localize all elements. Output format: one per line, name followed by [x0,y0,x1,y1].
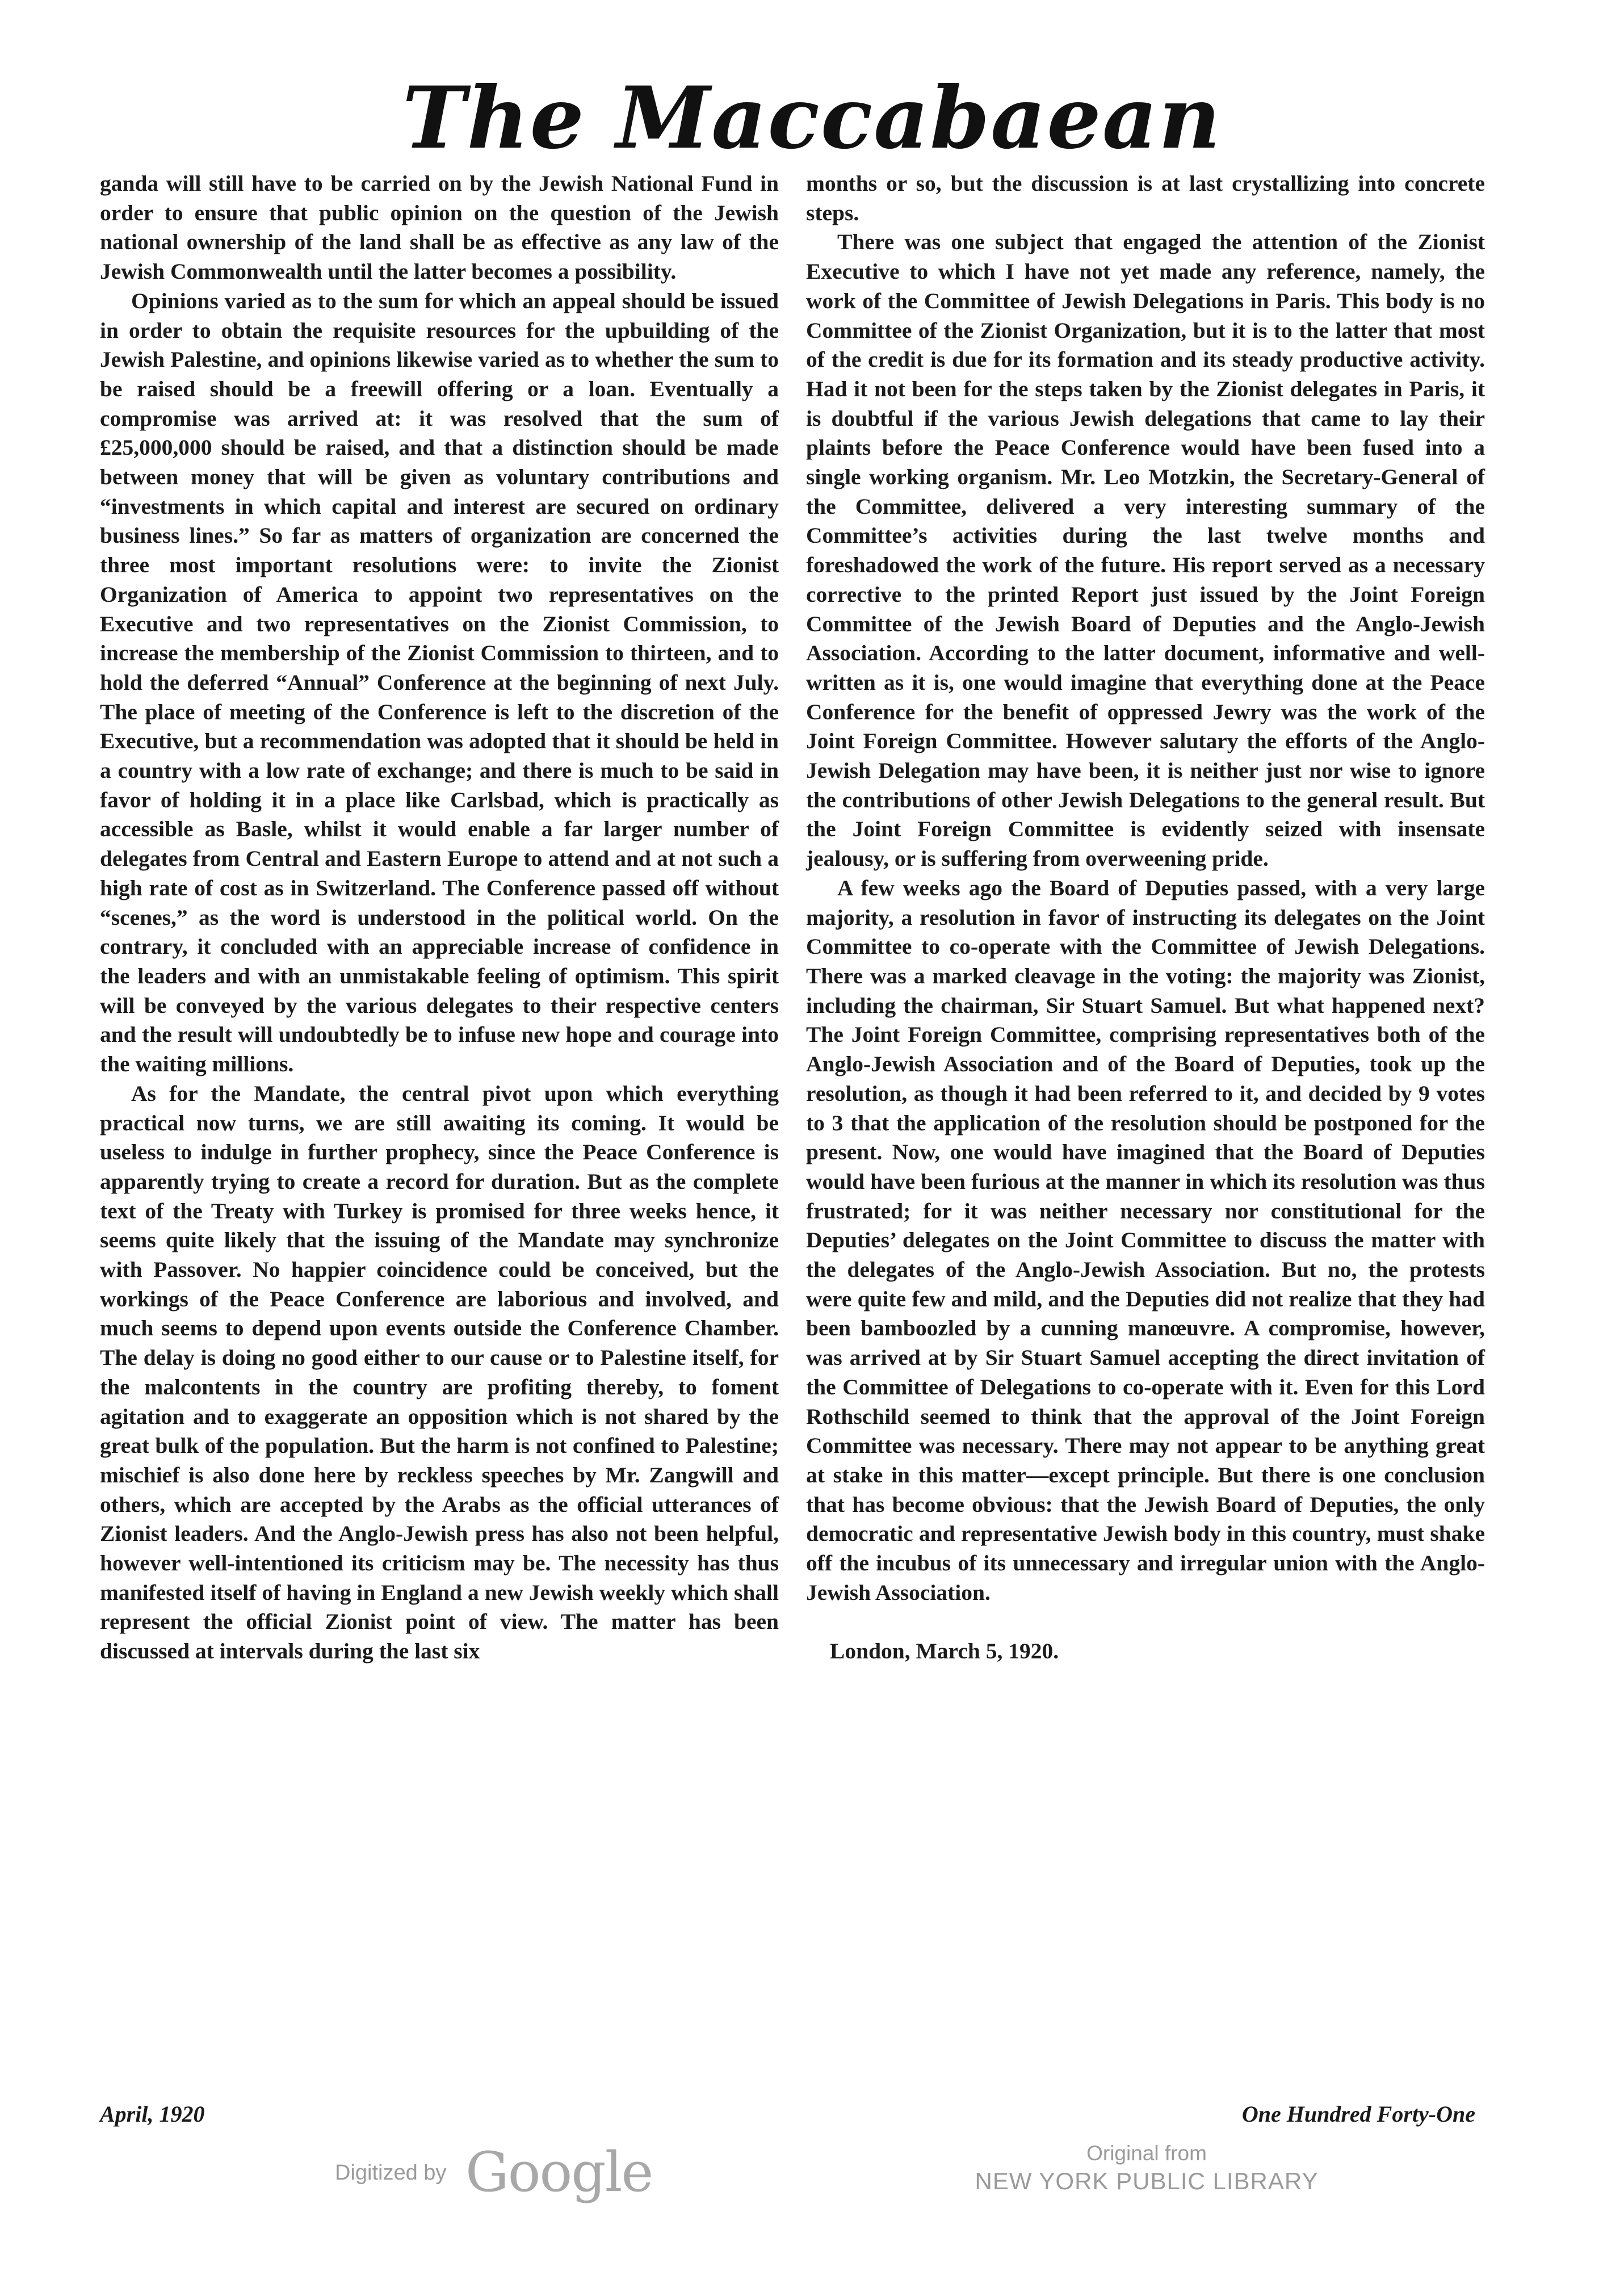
paragraph: As for the Mandate, the central pivot upon which everything practical now turns, we are still awaiting its coming. It would be useless to indulge in further prophecy, since the Peace Conference is apparently trying to create a record for duration. But as the complete text of the Treaty with Turkey is promised for three weeks hence, it seems quite likely that the issuing of the Mandate may synchronize with Passover. No happier coincidence could be conceived, but the workings of the Peace Conference are laborious and involved, and much seems to depend upon events outside the Conference Chamber. The delay is doing no good either to our cause or to Palestine itself, for the malcontents in the country are profiting thereby, to foment agitation and to exaggerate an opposition which is not shared by the great bulk of the population. But the harm is not confined to Palestine; mischief is also done here by reckless speeches by Mr. Zangwill and others, which are accepted by the Arabs as the official utterances of Zionist leaders. And the Anglo-Jewish press has also not been helpful, however well-intentioned its criticism may be. The necessity has thus manifested itself of having in England a new Jewish weekly which shall represent the official Zionist point of view. The matter has been discussed at intervals during the last six [100,1080,779,1664]
dateline: London, March 5, 1920. [830,1639,1059,1664]
digitized-by-label: Digitized by [335,2161,447,2185]
paragraph: There was one subject that engaged the attention of the Zionist Executive to which I have not yet made any reference, namely, the work of the Committee of Jewish Delegations in Paris. This body is no Committee of the Zionist Organization, but it is to the latter that most of the credit is due for its formation and its steady productive activity. Had it not been for the steps taken by the Zionist delegates in Paris, it is doubtful if the various Jewish delegations that came to lay their plaints before the Peace Conference would have been fused into a single working organism. Mr. Leo Motzkin, the Secretary-General of the Committee, delivered a very interesting summary of the Committee’s activities during the last twelve months and foreshadowed the work of the future. His report served as a necessary corrective to the printed Report just issued by the Joint Foreign Committee of the Jewish Board of Deputies and the Anglo-Jewish Association. According to the latter document, informative and well-written as it is, one would imagine that everything done at the Peace Conference for the benefit of oppressed Jewry was the work of the Joint Foreign Committee. However salutary the efforts of the Anglo-Jewish Delegation may have been, it is neither just nor wise to ignore the contributions of other Jewish Delegations to the general result. But the Joint Foreign Committee is evidently seized with insensate jealousy, or is suffering from overweening pride. [806,229,1485,871]
masthead-title: The Maccabaean [402,68,1222,168]
paragraph: months or so, but the discussion is at last crystallizing into concrete steps. [806,171,1485,225]
paragraph: Opinions varied as to the sum for which an appeal should be issued in order to obtain the requisite resources for the upbuilding of the Jewish Palestine, and opinions likewise varied as to whether the sum to be raised should be a freewill offering or a loan. Eventually a compromise was arrived at: it was resolved that the sum of £25,000,000 should be raised, and that a distinction should be made between money that will be given as voluntary contributions and “investments in which capital and interest are secured on ordinary business lines.” So far as matters of organization are concerned the three most important resolutions were: to invite the Zionist Organization of America to appoint two representatives on the Executive and two representatives on the Zionist Commission, to increase the membership of the Zionist Commission to thirteen, and to hold the deferred “Annual” Conference at the beginning of next July. The place of meeting of the Conference is left to the discretion of the Executive, but a recommendation was adopted that it should be held in a country with a low rate of exchange; and there is much to be said in favor of holding it in a place like Carlsbad, which is practically as accessible as Basle, whilst it would enable a far larger number of delegates from Central and Eastern Europe to attend and at not such a high rate of cost as in Switzerland. The Conference passed off without “scenes,” as the word is understood in the political world. On the contrary, it concluded with an appreciable increase of confidence in the leaders and with an unmistakable feeling of optimism. This spirit will be conveyed by the various delegates to their respective centers and the result will undoubtedly be to infuse new hope and courage into the waiting millions. [100,288,779,1077]
library-credit [965,2140,1328,2196]
left-column [100,169,779,1666]
paragraph: A few weeks ago the Board of Deputies passed, with a very large majority, a resolution in favor of instructing its delegates on the Joint Committee to co-operate with the Committee of Jewish Delegations. There was a marked cleavage in the voting: the majority was Zionist, including the chairman, Sir Stuart Samuel. But what happened next? The Joint Foreign Committee, comprising representatives both of the Anglo-Jewish Association and of the Board of Deputies, took up the resolution, as though it had been referred to it, and decided by 9 votes to 3 that the application of the resolution should be postponed for the present. Now, one would have imagined that the Board of Deputies would have been furious at the manner in which its resolution was thus frustrated; for it was neither necessary nor constitutional for the Deputies’ delegates on the Joint Committee to discuss the matter with the delegates of the Anglo-Jewish Association. But no, the protests were quite few and mild, and the Deputies did not realize that they had been bamboozled by a cunning manœuvre. A compromise, however, was arrived at by Sir Stuart Samuel accepting the direct invitation of the Committee of Delegations to co-operate with it. Even for this Lord Rothschild seemed to think that the approval of the Joint Foreign Committee was necessary. There may not appear to be anything great at stake in this matter—except principle. But there is one conclusion that has become obvious: that the Jewish Board of Deputies, the only democratic and representative Jewish body in this country, must shake off the incubus of its unnecessary and irregular union with the Anglo-Jewish Association. [806,875,1485,1605]
google-logo: Google [465,2140,653,2204]
library-name: NEW YORK PUBLIC LIBRARY [975,2168,1319,2194]
footer-date: April, 1920 [100,2101,205,2127]
right-column [806,169,1485,1666]
paragraph: ganda will still have to be carried on by the Jewish National Fund in order to ensure that public opinion on the question of the Jewish national ownership of the land shall be as effective as any law of the Jewish Commonwealth until the latter becomes a possibility. [100,171,779,284]
original-from-label: Original from [1086,2142,1207,2165]
footer-page-number: One Hundred Forty-One [1241,2101,1475,2127]
